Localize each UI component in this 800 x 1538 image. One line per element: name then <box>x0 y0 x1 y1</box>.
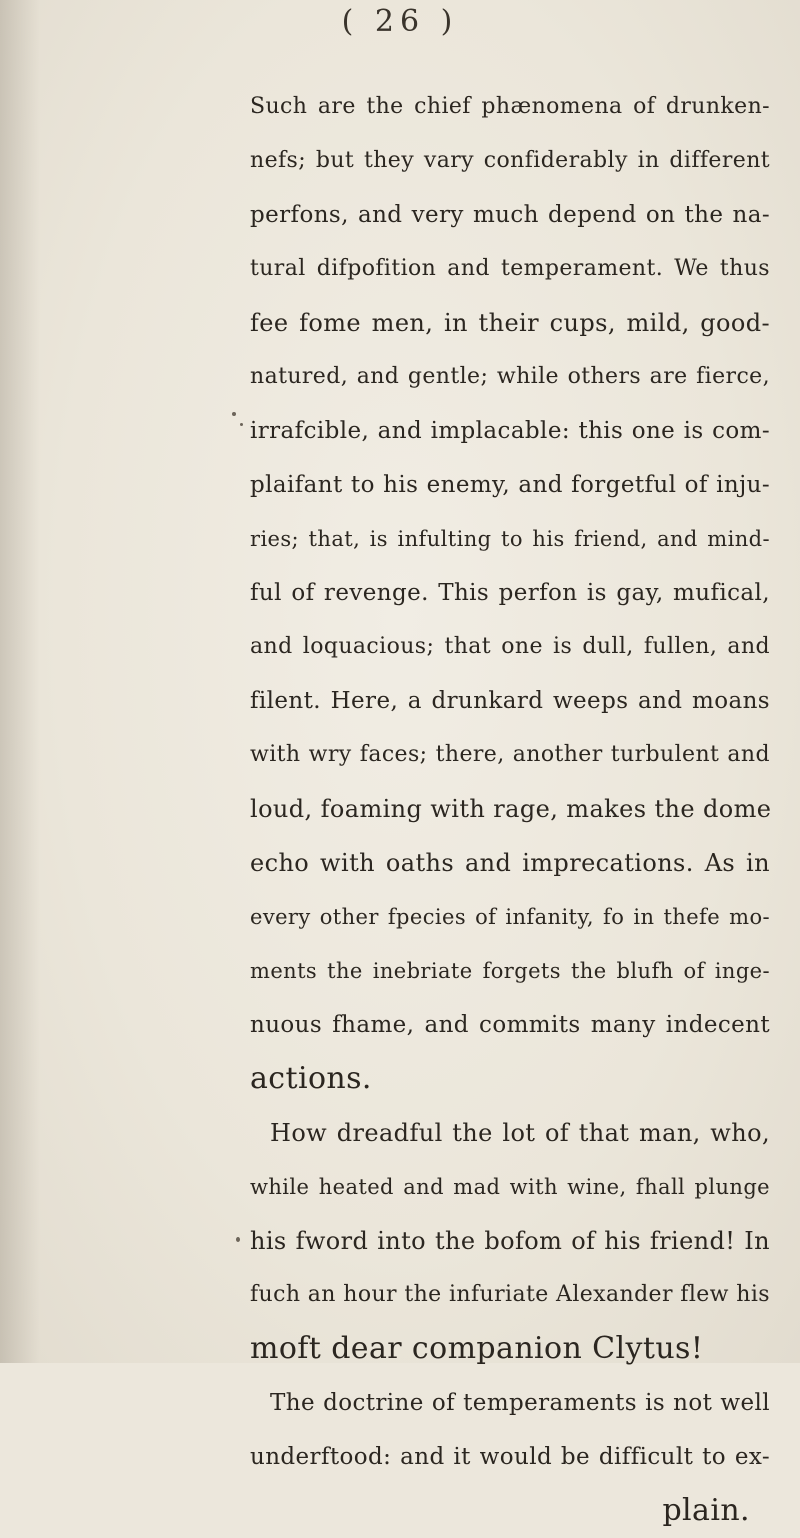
text-line: echo with oaths and imprecations. As in <box>250 849 770 877</box>
text-line: while heated and mad with wine, fhall plunge <box>250 1175 770 1199</box>
page-number: ( 26 ) <box>341 4 459 39</box>
text-line: fee fome men, in their cups, mild, good- <box>250 309 770 337</box>
gutter-shadow <box>0 0 40 1363</box>
text-line: irrafcible, and implacable: this one is com- <box>250 418 770 444</box>
text-line: perfons, and very much depend on the na- <box>250 202 770 228</box>
text-line: and loquacious; that one is dull, fullen, and <box>250 634 770 659</box>
text-line: fuch an hour the infuriate Alexander flew his <box>250 1282 770 1307</box>
text-line: ments the inebriate forgets the blufh of inge- <box>250 959 770 983</box>
text-line: The doctrine of temperaments is not well <box>270 1390 770 1416</box>
text-line: every other fpecies of infanity, fo in thefe mo- <box>250 905 770 929</box>
text-line: his fword into the bofom of his friend! In <box>250 1227 770 1255</box>
ink-speck <box>240 423 243 426</box>
text-line: natured, and gentle; while others are fierce, <box>250 364 770 389</box>
catchword: plain. <box>662 1493 750 1528</box>
ink-speck <box>232 412 236 416</box>
text-line: filent. Here, a drunkard weeps and moans <box>250 688 770 714</box>
text-line: How dreadful the lot of that man, who, <box>270 1119 770 1147</box>
text-line: actions. <box>250 1061 372 1096</box>
text-line: nuous fhame, and commits many indecent <box>250 1012 770 1038</box>
text-line: underftood: and it would be difficult to ex- <box>250 1444 770 1470</box>
text-line: loud, foaming with rage, makes the dome <box>250 795 772 823</box>
text-line: moft dear companion Clytus! <box>250 1331 704 1366</box>
text-line: with wry faces; there, another turbulent and <box>250 742 770 767</box>
text-line: ful of revenge. This perfon is gay, mufical, <box>250 580 770 606</box>
body-text <box>250 80 770 1538</box>
text-line: nefs; but they vary confiderably in different <box>250 148 770 173</box>
text-line: plaifant to his enemy, and forgetful of inju- <box>250 472 770 498</box>
text-line: tural difpofition and temperament. We thus <box>250 256 770 281</box>
text-line: Such are the chief phænomena of drunken- <box>250 94 770 119</box>
ink-speck <box>236 1237 240 1242</box>
text-line: ries; that, is infulting to his friend, and mind- <box>250 527 770 551</box>
